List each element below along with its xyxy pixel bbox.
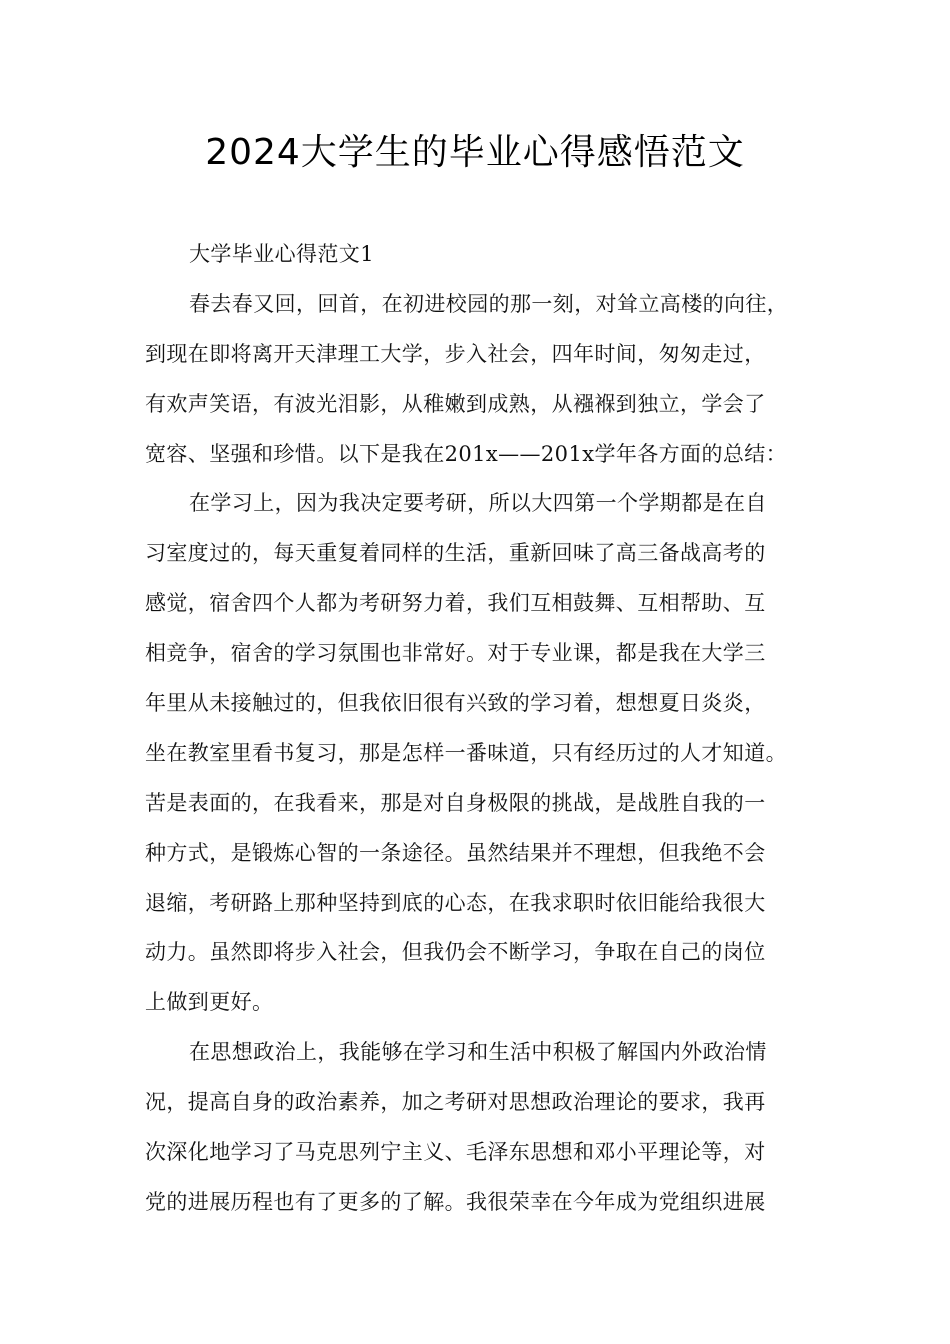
paragraph-line: 宽容、坚强和珍惜。以下是我在201x——201x学年各方面的总结： bbox=[145, 441, 788, 466]
document-body bbox=[145, 230, 825, 1228]
paragraph-line: 感觉，宿舍四个人都为考研努力着，我们互相鼓舞、互相帮助、互 bbox=[145, 591, 766, 616]
paragraph-line: 年里从未接触过的，但我依旧很有兴致的学习着，想想夏日炎炎， bbox=[145, 691, 766, 716]
paragraph-line: 退缩，考研路上那种坚持到底的心态，在我求职时依旧能给我很大 bbox=[145, 890, 766, 915]
paragraph-line: 种方式，是锻炼心智的一条途径。虽然结果并不理想，但我绝不会 bbox=[145, 840, 766, 865]
paragraph-line: 动力。虽然即将步入社会，但我仍会不断学习，争取在自己的岗位 bbox=[145, 940, 766, 965]
paragraph-line: 况，提高自身的政治素养，加之考研对思想政治理论的要求，我再 bbox=[145, 1090, 766, 1115]
paragraph-line: 坐在教室里看书复习，那是怎样一番味道，只有经历过的人才知道。 bbox=[145, 740, 787, 765]
paragraph-line: 相竞争，宿舍的学习氛围也非常好。对于专业课，都是我在大学三 bbox=[145, 641, 766, 666]
document-title: 2024大学生的毕业心得感悟范文 bbox=[205, 132, 745, 173]
paragraph-line: 春去春又回，回首，在初进校园的那一刻，对耸立高楼的向往， bbox=[189, 291, 789, 316]
section-heading: 大学毕业心得范文1 bbox=[189, 242, 374, 266]
paragraph-line: 习室度过的，每天重复着同样的生活，重新回味了高三备战高考的 bbox=[145, 541, 766, 566]
paragraph-line: 在思想政治上，我能够在学习和生活中积极了解国内外政治情 bbox=[189, 1040, 767, 1065]
paragraph-line: 有欢声笑语，有波光泪影，从稚嫩到成熟，从襁褓到独立，学会了 bbox=[145, 391, 766, 416]
paragraph-line: 在学习上，因为我决定要考研，所以大四第一个学期都是在自 bbox=[189, 491, 767, 516]
paragraph-line: 苦是表面的，在我看来，那是对自身极限的挑战，是战胜自我的一 bbox=[145, 790, 766, 815]
paragraph-line: 次深化地学习了马克思列宁主义、毛泽东思想和邓小平理论等，对 bbox=[145, 1140, 766, 1165]
paragraph-line: 到现在即将离开天津理工大学，步入社会，四年时间，匆匆走过， bbox=[145, 341, 766, 366]
paragraph-line: 上做到更好。 bbox=[145, 990, 274, 1015]
paragraph-line: 党的进展历程也有了更多的了解。我很荣幸在今年成为党组织进展 bbox=[145, 1189, 766, 1214]
